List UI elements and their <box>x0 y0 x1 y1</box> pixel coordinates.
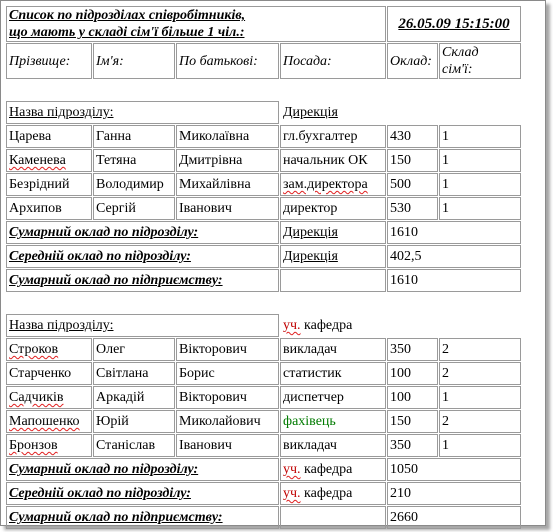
dept-avg-row <box>6 245 521 268</box>
employee-surname: Царева <box>6 125 92 148</box>
table-row <box>6 338 521 361</box>
employee-patronymic: Вікторович <box>176 386 279 409</box>
employee-patronymic: Михайлівна <box>176 173 279 196</box>
employee-salary: 350 <box>387 434 438 457</box>
dept-total-label: Сумарний оклад по підрозділу: <box>6 458 279 481</box>
report-date: 26.05.09 15:15:00 <box>387 6 521 42</box>
dept-name-label: Назва підрозділу: <box>6 101 279 124</box>
org-total-empty <box>280 269 386 292</box>
employee-family: 2 <box>439 410 521 433</box>
col-position: Посада: <box>280 43 386 79</box>
org-total-row <box>6 506 521 529</box>
employee-position: викладач <box>280 338 386 361</box>
table-row <box>6 125 521 148</box>
table-row <box>6 410 521 433</box>
table-row <box>6 173 521 196</box>
dept-avg-prefix: уч. <box>283 486 301 501</box>
table-row <box>6 386 521 409</box>
employee-surname: Каменева <box>6 149 92 172</box>
employee-family: 1 <box>439 386 521 409</box>
report-table <box>5 5 522 530</box>
dept-name-rest: кафедра <box>300 318 353 333</box>
employee-surname: Садчиків <box>6 386 92 409</box>
employee-position: гл.бухгалтер <box>280 125 386 148</box>
employee-surname: Архипов <box>6 197 92 220</box>
employee-patronymic: Вікторович <box>176 338 279 361</box>
employee-family: 1 <box>439 149 521 172</box>
employee-patronymic: Дмитрівна <box>176 149 279 172</box>
dept-total-rest: кафедра <box>300 462 353 477</box>
employee-name: Володимир <box>93 173 175 196</box>
dept-total-value: 1610 <box>387 221 521 244</box>
dept-avg-row <box>6 482 521 505</box>
employee-patronymic: Іванович <box>176 434 279 457</box>
employee-position: начальник ОК <box>280 149 386 172</box>
dept-total-label: Сумарний оклад по підрозділу: <box>6 221 279 244</box>
employee-surname: Старченко <box>6 362 92 385</box>
employee-family: 1 <box>439 125 521 148</box>
employee-position: викладач <box>280 434 386 457</box>
dept-avg-name <box>280 482 386 505</box>
employee-position: диспетчер <box>280 386 386 409</box>
employee-family: 1 <box>439 173 521 196</box>
dept-total-row <box>6 221 521 244</box>
dept-avg-value: 210 <box>387 482 521 505</box>
table-row <box>6 149 521 172</box>
col-family: Склад сім'ї: <box>439 43 521 79</box>
dept-name-prefix: уч. <box>283 318 301 333</box>
dept-total-prefix: уч. <box>283 462 301 477</box>
employee-family: 2 <box>439 338 521 361</box>
spacer-row <box>6 293 521 313</box>
org-total-value: 2660 <box>387 506 521 529</box>
dept-name-row <box>6 314 521 337</box>
table-row <box>6 197 521 220</box>
employee-name: Ганна <box>93 125 175 148</box>
employee-position: зам.директора <box>280 173 386 196</box>
employee-family: 1 <box>439 197 521 220</box>
employee-name: Світлана <box>93 362 175 385</box>
employee-family: 2 <box>439 362 521 385</box>
org-total-value: 1610 <box>387 269 521 292</box>
employee-patronymic: Миколайович <box>176 410 279 433</box>
col-patronymic: По батькові: <box>176 43 279 79</box>
dept-name-value <box>280 314 521 337</box>
dept-avg-label: Середній оклад по підрозділу: <box>6 482 279 505</box>
employee-family: 1 <box>439 434 521 457</box>
table-row <box>6 434 521 457</box>
org-total-empty <box>280 506 386 529</box>
org-total-label: Сумарний оклад по підприємству: <box>6 269 279 292</box>
employee-name: Юрій <box>93 410 175 433</box>
employee-surname: Строков <box>6 338 92 361</box>
employee-salary: 100 <box>387 386 438 409</box>
employee-name: Аркадій <box>93 386 175 409</box>
dept-total-row <box>6 458 521 481</box>
employee-position: фахівець <box>280 410 386 433</box>
dept-name-row <box>6 101 521 124</box>
employee-position: статистик <box>280 362 386 385</box>
employee-surname: Бронзов <box>6 434 92 457</box>
employee-salary: 500 <box>387 173 438 196</box>
employee-salary: 150 <box>387 149 438 172</box>
col-surname: Прізвище: <box>6 43 92 79</box>
employee-surname: Мапошенко <box>6 410 92 433</box>
dept-total-name: Дирекція <box>280 221 386 244</box>
employee-name: Сергій <box>93 197 175 220</box>
dept-total-name <box>280 458 386 481</box>
org-total-row <box>6 269 521 292</box>
employee-surname: Безрідний <box>6 173 92 196</box>
col-name: Ім'я: <box>93 43 175 79</box>
column-header-row <box>6 43 521 79</box>
employee-salary: 350 <box>387 338 438 361</box>
dept-name-label: Назва підрозділу: <box>6 314 279 337</box>
dept-avg-rest: кафедра <box>300 486 353 501</box>
employee-patronymic: Миколаївна <box>176 125 279 148</box>
employee-salary: 150 <box>387 410 438 433</box>
employee-name: Станіслав <box>93 434 175 457</box>
spacer-row <box>6 80 521 100</box>
org-total-label: Сумарний оклад по підприємству: <box>6 506 279 529</box>
employee-salary: 530 <box>387 197 438 220</box>
dept-avg-value: 402,5 <box>387 245 521 268</box>
dept-avg-label: Середній оклад по підрозділу: <box>6 245 279 268</box>
dept-name-value: Дирекція <box>283 105 338 120</box>
employee-position: директор <box>280 197 386 220</box>
employee-name: Олег <box>93 338 175 361</box>
report-title: Список по підрозділах співробітників, що мають у складі сім'ї більше 1 чіл.: <box>6 6 386 42</box>
employee-salary: 430 <box>387 125 438 148</box>
col-salary: Оклад: <box>387 43 438 79</box>
dept-avg-name: Дирекція <box>280 245 386 268</box>
dept-total-value: 1050 <box>387 458 521 481</box>
employee-patronymic: Іванович <box>176 197 279 220</box>
table-row <box>6 362 521 385</box>
employee-name: Тетяна <box>93 149 175 172</box>
employee-salary: 100 <box>387 362 438 385</box>
employee-patronymic: Борис <box>176 362 279 385</box>
report-header-row <box>6 6 521 42</box>
